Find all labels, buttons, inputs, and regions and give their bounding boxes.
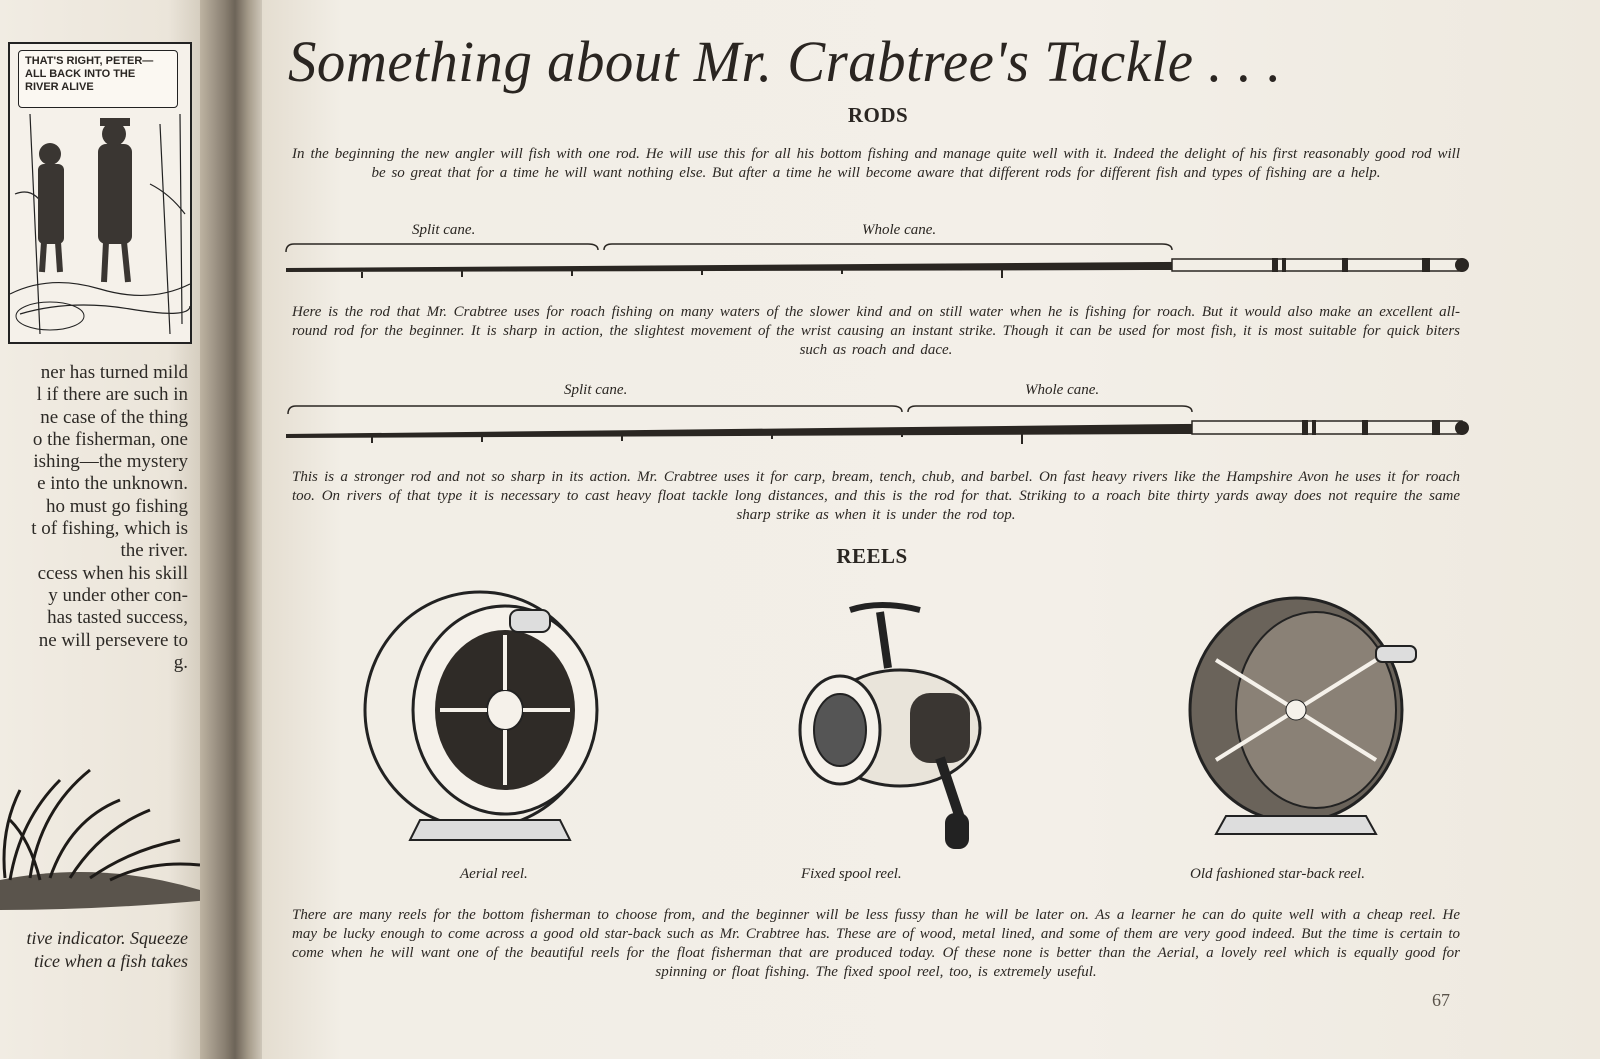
rod1-illustration xyxy=(282,240,1472,290)
caption-line: tice when a fish takes xyxy=(34,951,188,971)
text-line: l if there are such in xyxy=(36,384,188,406)
grass-illustration xyxy=(0,760,210,910)
rod2-whole-cane-label: Whole cane. xyxy=(1025,382,1100,398)
rod1-whole-cane-label: Whole cane. xyxy=(862,222,937,238)
reels-heading: REELS xyxy=(836,544,908,568)
left-caption xyxy=(0,927,188,973)
speech-bubble: THAT'S RIGHT, PETER— ALL BACK INTO THE RIVER ALIVE xyxy=(18,50,178,108)
comic-panel xyxy=(8,42,192,344)
text-line: the river. xyxy=(120,540,188,562)
text-line: e into the unknown. xyxy=(37,473,188,495)
page-number: 67 xyxy=(1432,990,1450,1010)
text-line: ishing—the mystery xyxy=(33,451,188,473)
star-back-reel-label: Old fashioned star-back reel. xyxy=(1190,866,1365,882)
left-column-text xyxy=(0,362,188,674)
aerial-reel-label: Aerial reel. xyxy=(460,866,528,882)
rods-intro-paragraph: In the beginning the new angler will fish with one rod. He will use this for all his bottom fishing and manage quite well with it. Indeed the delight of his first reasonably good rod will be so great that for a time he will want nothing else. But after a time he will become aware that different rods for different fish and types of fishing are a help. xyxy=(292,146,1460,181)
left-page xyxy=(0,0,210,1059)
rod2-illustration xyxy=(282,400,1472,456)
star-back-reel-icon xyxy=(1186,590,1426,850)
fixed-spool-reel-label: Fixed spool reel. xyxy=(801,866,902,882)
text-line: ccess when his skill xyxy=(37,562,188,584)
text-line: ne case of the thing xyxy=(40,406,188,428)
book-gutter xyxy=(200,0,270,1059)
text-line: y under other con- xyxy=(48,584,188,606)
text-line: ner has turned mild xyxy=(40,362,188,383)
text-line: g. xyxy=(173,651,188,673)
rod1-description: Here is the rod that Mr. Crabtree uses for roach fishing on many waters of the slower kind and on still water when he is fishing for roach. But it would also make an excellent all-round rod for the beginner. It is sharp in action, the slightest movement of the wrist causing an instant strike. Though it can be used for most fish, it is most suitable for quick biters such as roach and dace. xyxy=(292,304,1460,358)
caption-line: tive indicator. Squeeze xyxy=(26,928,188,948)
text-line: ho must go fishing xyxy=(46,495,188,517)
page-title: Something about Mr. Crabtree's Tackle . . . xyxy=(288,29,1282,94)
text-line: o the fisherman, one xyxy=(32,428,188,450)
text-line: has tasted success, xyxy=(47,607,188,629)
text-line: ne will persevere to xyxy=(38,629,188,651)
aerial-reel-icon xyxy=(360,590,610,860)
fixed-spool-reel-icon xyxy=(790,598,1010,858)
text-line: t of fishing, which is xyxy=(31,518,188,540)
rods-heading: RODS xyxy=(847,103,909,127)
rod1-split-cane-label: Split cane. xyxy=(412,222,476,238)
rod2-description: This is a stronger rod and not so sharp in its action. Mr. Crabtree uses it for carp, bream, tench, chub, and barbel. On fast heavy rivers like the Hampshire Avon he uses it for roach too. On rivers of that type it is necessary to cast heavy float tackle long distances, and this is the rod for that. Striking to a roach bite thirty yards away does not require the same sharp strike as when it is under the rod top. xyxy=(292,469,1460,523)
rod2-split-cane-label: Split cane. xyxy=(564,382,628,398)
reels-description: There are many reels for the bottom fisherman to choose from, and the beginner will be less fussy than he will be later on. As a learner he can do quite well with a cheap reel. He may be lucky enough to come across a good old star-back such as Mr. Crabtree has. These are of wood, metal lined, and some of them are very good indeed. But the time is certain to come when he will want one of the beautiful reels for the float fisherman that are produced today. Of these none is better than the Aerial, a lovely reel which is equally good for spinning or float fishing. The fixed spool reel, too, is extremely useful. xyxy=(292,907,1460,980)
